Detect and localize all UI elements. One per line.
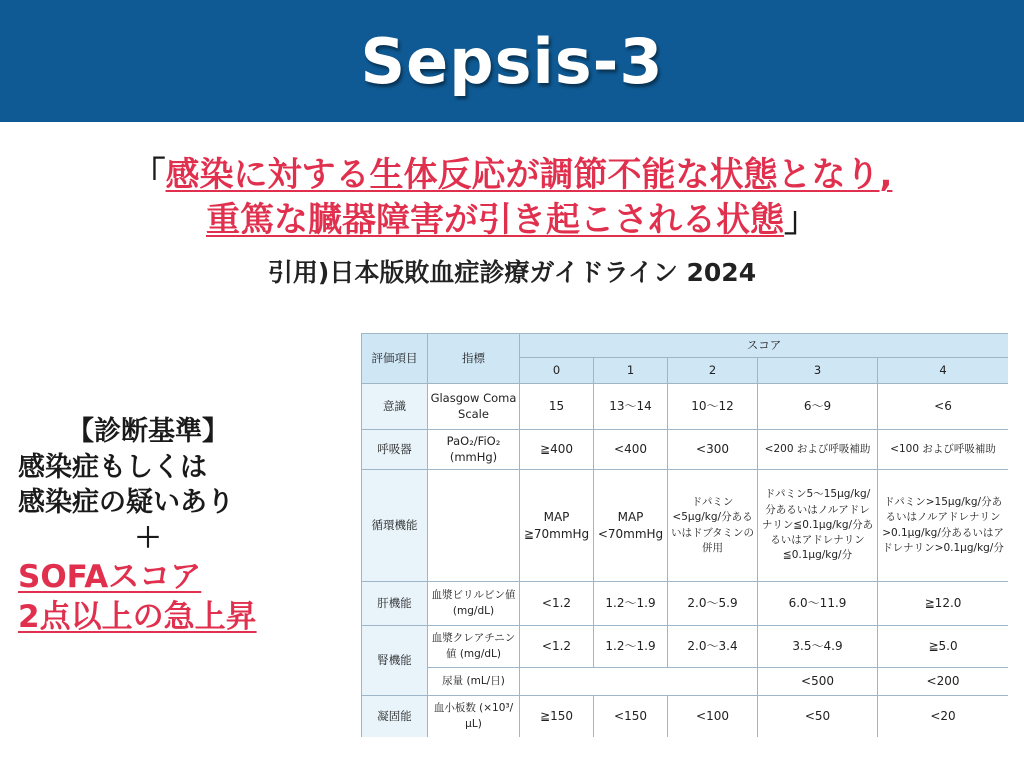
table-cell: ≧5.0 <box>878 626 1009 668</box>
sofa-score-table <box>361 333 1008 737</box>
row-indicator: 血小板数 (×10³/μL) <box>428 696 520 738</box>
table-cell: 13〜14 <box>594 384 668 430</box>
table-cell <box>520 668 758 696</box>
definition-text-2: 重篤な臓器障害が引き起こされる状態 <box>206 200 784 240</box>
table-row <box>362 430 1009 470</box>
criteria-line-2: 感染症の疑いあり <box>18 487 234 519</box>
table-row <box>362 470 1009 582</box>
table-cell: 15 <box>520 384 594 430</box>
row-indicator: PaO₂/FiO₂ (mmHg) <box>428 430 520 470</box>
table-cell: 6〜9 <box>758 384 878 430</box>
plus-sign: ＋ <box>134 522 162 554</box>
criteria-rise-line: 2点以上の急上昇 <box>18 599 257 636</box>
table-cell: <200 および呼吸補助 <box>758 430 878 470</box>
table-cell: <200 <box>878 668 1009 696</box>
table-cell: 3.5〜4.9 <box>758 626 878 668</box>
title-banner <box>0 0 1024 122</box>
row-item: 呼吸器 <box>362 430 428 470</box>
row-indicator <box>428 470 520 582</box>
close-bracket: 」 <box>784 200 818 240</box>
criteria-sofa-line: SOFAスコア <box>18 558 202 595</box>
table-cell: <1.2 <box>520 582 594 626</box>
header-indicator: 指標 <box>428 334 520 384</box>
table-row <box>362 384 1009 430</box>
criteria-line-1: 感染症もしくは <box>18 451 207 483</box>
row-item: 腎機能 <box>362 626 428 696</box>
table-cell: ドパミン<5μg/kg/分あるいはドブタミンの併用 <box>668 470 758 582</box>
definition-line-1 <box>60 155 964 196</box>
table-cell: <500 <box>758 668 878 696</box>
score-col-1: 1 <box>594 358 668 384</box>
row-indicator: 尿量 (mL/日) <box>428 668 520 696</box>
table-cell: <300 <box>668 430 758 470</box>
table-cell: <20 <box>878 696 1009 738</box>
definition-line-2 <box>60 200 964 241</box>
table-cell: <50 <box>758 696 878 738</box>
table-row <box>362 626 1009 668</box>
row-item: 意識 <box>362 384 428 430</box>
row-indicator: 血漿クレアチニン値 (mg/dL) <box>428 626 520 668</box>
table-cell: 10〜12 <box>668 384 758 430</box>
table-cell: 6.0〜11.9 <box>758 582 878 626</box>
citation: 引用)日本版敗血症診療ガイドライン 2024 <box>267 258 757 287</box>
diagnostic-criteria <box>18 414 338 638</box>
score-col-3: 3 <box>758 358 878 384</box>
table-row <box>362 696 1009 738</box>
table-cell: 2.0〜3.4 <box>668 626 758 668</box>
table-cell: ≧400 <box>520 430 594 470</box>
table-cell: ドパミン5〜15μg/kg/分あるいはノルアドレナリン≦0.1μg/kg/分あるいはアドレナリン≦0.1μg/kg/分 <box>758 470 878 582</box>
table-cell: ≧12.0 <box>878 582 1009 626</box>
row-item: 凝固能 <box>362 696 428 738</box>
criteria-heading: 【診断基準】 <box>67 416 229 447</box>
table-cell: <150 <box>594 696 668 738</box>
table-cell: <100 <box>668 696 758 738</box>
open-bracket: 「 <box>131 155 166 195</box>
table-row <box>362 582 1009 626</box>
score-col-4: 4 <box>878 358 1009 384</box>
header-item: 評価項目 <box>362 334 428 384</box>
definition-text-1: 感染に対する生体反応が調節不能な状態となり, <box>165 155 893 195</box>
table-cell: ドパミン>15μg/kg/分あるいはノルアドレナリン>0.1μg/kg/分あるいはアドレナリン>0.1μg/kg/分 <box>878 470 1009 582</box>
table-cell: 1.2〜1.9 <box>594 582 668 626</box>
table-cell: 1.2〜1.9 <box>594 626 668 668</box>
table-cell: <6 <box>878 384 1009 430</box>
table-cell: <100 および呼吸補助 <box>878 430 1009 470</box>
table-cell: ≧150 <box>520 696 594 738</box>
row-item: 肝機能 <box>362 582 428 626</box>
table-cell: <1.2 <box>520 626 594 668</box>
score-col-0: 0 <box>520 358 594 384</box>
table-cell: <400 <box>594 430 668 470</box>
row-item: 循環機能 <box>362 470 428 582</box>
header-score: スコア <box>520 334 1009 358</box>
score-col-2: 2 <box>668 358 758 384</box>
row-indicator: 血漿ビリルビン値 (mg/dL) <box>428 582 520 626</box>
page-title: Sepsis-3 <box>360 24 664 98</box>
table-cell: MAP ≧70mmHg <box>520 470 594 582</box>
table-row <box>362 668 1009 696</box>
row-indicator: Glasgow Coma Scale <box>428 384 520 430</box>
table-cell: MAP <70mmHg <box>594 470 668 582</box>
table-cell: 2.0〜5.9 <box>668 582 758 626</box>
